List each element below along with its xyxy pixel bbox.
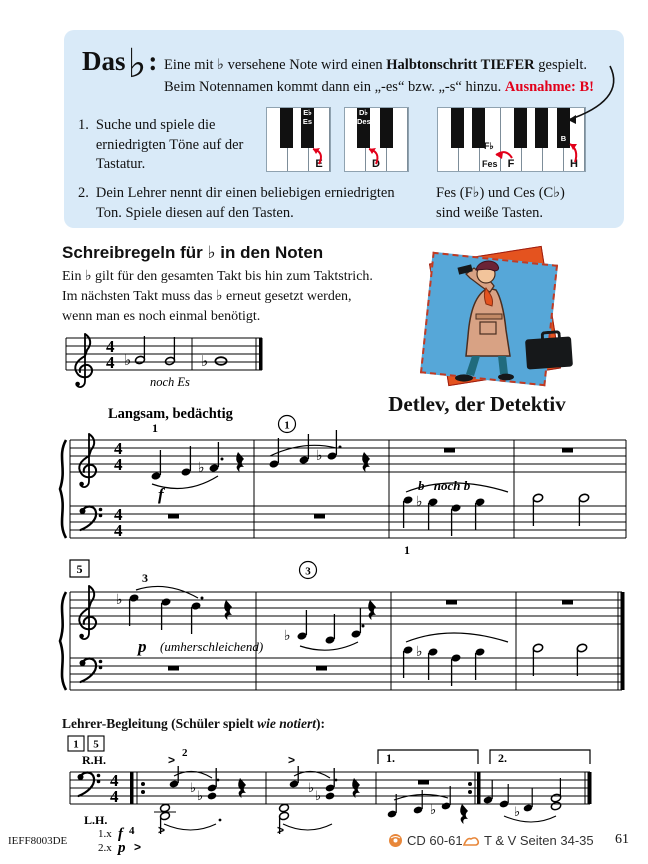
flat-sign-icon: ♭ [217,57,225,73]
dynamic-f: f [158,485,164,504]
black-key-es: E♭ Es [301,108,314,148]
intro-line-1: Eine mit ♭ versehene Note wird einen Halbtonschritt TIEFER gespielt. [164,57,588,73]
flat-sign-icon: ♭ [416,494,423,510]
keyboard-2 [344,107,409,172]
lh-label: L.H. [84,813,108,827]
item-number: 2. [78,185,89,201]
black-key [535,108,548,148]
key-label-fb: F♭ [484,141,494,151]
accent-mark: > [158,823,166,837]
das-flat-heading [82,41,158,87]
grand-staff-system-1 [56,404,636,556]
key-label-f: F [507,158,515,170]
briefcase [525,336,573,369]
dynamic-p: p [118,840,126,856]
flat-sign-icon: ♭ [198,460,205,476]
item-number: 1. [78,117,89,133]
catalog-code: IEFF8003DE [8,835,68,847]
b-label: b [418,478,425,493]
time-sig-top: 4 [110,771,119,790]
finger-number: 1 [404,543,410,556]
time-sig-bottom: 4 [114,521,123,540]
first-time-label: 1.x [98,828,112,840]
brace [60,592,66,690]
accompaniment-heading: Lehrer-Begleitung (Schüler spielt wie notiert): [62,716,326,731]
volta-1-label: 1. [386,751,395,765]
flat-sign-icon: ♭ [430,803,437,818]
key-label-d: D [372,158,380,170]
accent-mark: > [168,753,176,767]
volta-2-label: 2. [498,751,507,765]
workbook-icon [462,834,480,848]
flat-sign-icon: ♭ [207,243,216,263]
keyboard-1 [266,107,331,172]
bold-phrase: Halbtonschritt TIEFER [386,57,535,73]
flat-sign-icon: ♭ [416,644,423,660]
finger-number: 3 [142,571,148,585]
accent-mark: > [288,753,296,767]
time-sig-bottom: 4 [110,787,119,806]
key-label-e: E [315,158,323,170]
rh-label: R.H. [82,753,106,767]
black-key [280,108,293,148]
item-text: Dein Lehrer nennt dir einen beliebigen erniedrigten Ton. Spiele diesen auf den Tasten. [95,185,395,221]
flat-sign-icon: ♭ [124,351,132,369]
flat-sign-icon: ♭ [315,789,322,804]
flat-sign-icon: ♭ [316,448,323,464]
time-sig-top: 4 [106,337,115,356]
circled-number-1: 1 [284,419,290,432]
exception-text: Ausnahme: B! [504,79,594,96]
box-number-1: 1 [73,738,79,751]
intro-line-2: Beim Notennamen kommt dann ein „-es“ bzw. „-s“ hinzu. Ausnahme: B! [164,79,594,96]
rules-line-2: Im nächsten Takt muss das ♭ erneut gesetzt werden, [62,288,352,304]
list-item-1 [78,116,246,175]
list-item-2 [78,184,408,223]
black-key-b: B [557,108,570,148]
black-key-des: D♭ Des [357,108,370,148]
intro-paragraph [164,54,616,99]
piece-title: Detlev, der Detektiv [388,392,566,416]
detective-illustration [408,246,576,392]
time-sig-top: 4 [114,439,123,458]
noch-es-label: noch Es [150,375,190,389]
box-number-5: 5 [93,738,99,751]
accent-mark: > [277,823,285,837]
flat-sign-icon: ♭ [127,41,147,87]
black-key [380,108,393,148]
umherschleichend-label: (umherschleichend) [160,639,264,654]
heading-word: Das [82,46,126,76]
cd-label: CD 60-61 [407,833,463,848]
black-key [451,108,464,148]
flat-sign-icon: ♭ [190,781,197,796]
rules-line-1: Ein ♭ gilt für den gesamten Takt bis hin zum Taktstrich. [62,269,373,284]
workbook-reference [462,833,594,848]
time-sig-bottom: 4 [114,455,123,474]
time-sig-top: 4 [114,505,123,524]
keyboard-3 [437,107,586,172]
black-key [514,108,527,148]
item-text: Suche und spiele die erniedrigten Töne auf der Tastatur. [95,117,244,173]
wie-notiert: wie notiert [257,716,317,731]
white-keys-note: Fes (F♭) und Ces (C♭) sind weiße Tasten. [436,185,565,221]
second-time-label: 2.x [98,842,112,854]
dynamic-f: f [118,826,123,842]
rules-heading: Schreibregeln für ♭ in den Noten [62,243,324,263]
workbook-label: T & V Seiten 34-35 [484,833,594,848]
finger-number: 2 [182,747,188,759]
flat-sign-icon: ♭ [284,628,291,644]
finger-number: 1 [152,421,158,435]
noch-b-label: noch b [433,478,471,493]
key-label-h: H [570,158,578,170]
cd-icon [388,833,403,848]
finger-number: 4 [129,825,135,837]
flat-sign-icon: ♭ [116,592,123,608]
measure-number-box: 5 [76,562,83,576]
circled-number-3: 3 [305,565,311,578]
flat-sign-icon: ♭ [308,781,315,796]
flat-sign-icon: ♭ [197,789,204,804]
tempo-label: Langsam, bedächtig [108,406,233,422]
heading-colon: : [148,46,158,76]
intro-box [64,30,624,228]
grand-staff-system-2 [56,556,636,708]
flat-sign-icon: ♭ [201,352,209,370]
brace [60,440,66,538]
cd-reference [388,833,463,848]
time-sig-bottom: 4 [106,353,115,372]
example-staff [58,328,278,394]
flat-sign-icon: ♭ [514,805,521,820]
rules-line-3: wenn man es noch einmal benötigt. [62,308,261,324]
page-number: 61 [615,832,629,847]
accent-mark: > [134,840,142,854]
rules-text [62,267,392,327]
dynamic-p: p [138,637,147,656]
key-label-fes: Fes [482,159,498,169]
